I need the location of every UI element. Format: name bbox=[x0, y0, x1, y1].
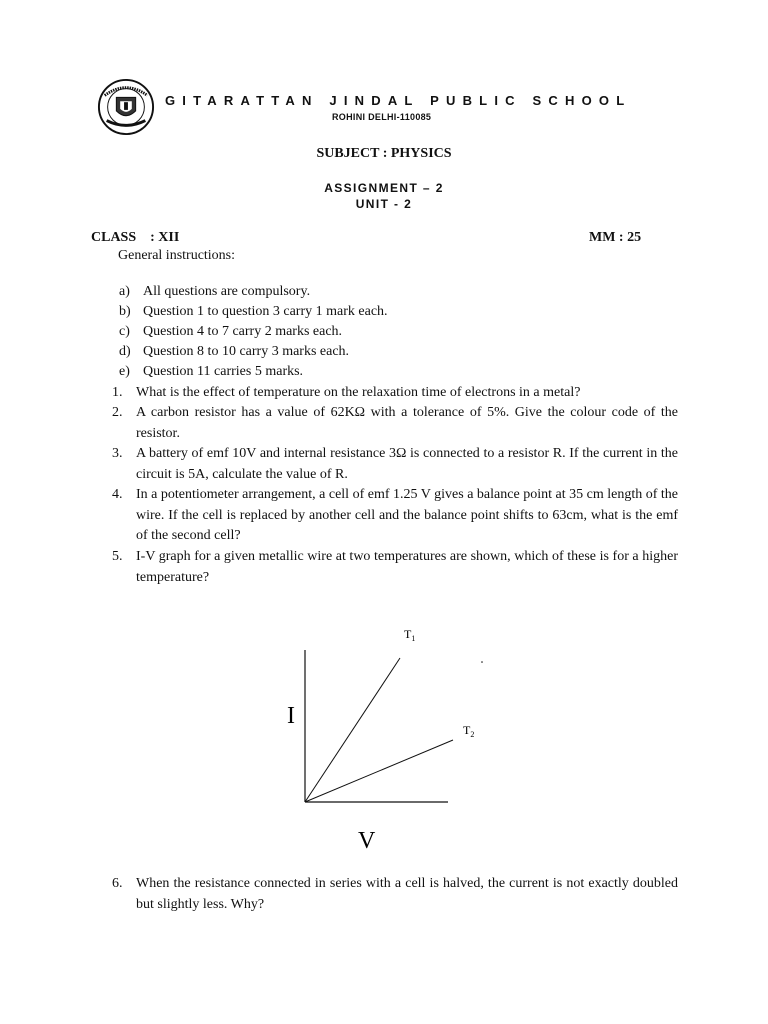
question-text: In a potentiometer arrangement, a cell of emf 1.25 V gives a balance point at 35 cm length of the wire. If the cell is replaced by another cell and the balance point shifts to 63cm, what is the emf of the second cell? bbox=[136, 487, 678, 543]
max-marks: MM : 25 bbox=[589, 230, 642, 245]
question-number: 2. bbox=[112, 405, 123, 420]
y-axis-label: I bbox=[287, 703, 295, 729]
assignment-heading bbox=[0, 180, 768, 212]
t1-subscript: 1 bbox=[411, 634, 416, 643]
instruction-item bbox=[119, 302, 388, 322]
question-text: I-V graph for a given metallic wire at two temperatures are shown, which of these is for a higher temperature? bbox=[136, 549, 678, 585]
t1-label bbox=[404, 627, 415, 643]
instruction-marker: b) bbox=[119, 304, 131, 319]
instruction-text: All questions are compulsory. bbox=[143, 284, 311, 299]
line-t2 bbox=[305, 740, 453, 802]
instructions-title: General instructions: bbox=[118, 248, 236, 263]
question-text: When the resistance connected in series with a cell is halved, the current is not exactly doubled but slightly less. Why? bbox=[136, 876, 678, 912]
question-item bbox=[112, 485, 678, 547]
question-text: A carbon resistor has a value of 62KΩ with a tolerance of 5%. Give the colour code of the resistor. bbox=[136, 405, 678, 441]
assignment-number: ASSIGNMENT – 2 bbox=[324, 181, 444, 195]
question-item bbox=[112, 547, 678, 588]
question-number: 5. bbox=[112, 549, 123, 564]
subject-title: SUBJECT : PHYSICS bbox=[316, 146, 452, 161]
question-number: 1. bbox=[112, 385, 123, 400]
instruction-text: Question 11 carries 5 marks. bbox=[143, 364, 304, 379]
question-item bbox=[112, 403, 678, 444]
question-number: 3. bbox=[112, 446, 123, 461]
t2-label bbox=[463, 723, 474, 739]
unit-number: UNIT - 2 bbox=[355, 197, 413, 211]
question-text: A battery of emf 10V and internal resistance 3Ω is connected to a resistor R. If the current in the circuit is 5A, calculate the value of R. bbox=[136, 446, 678, 482]
instructions-list bbox=[119, 282, 388, 382]
instruction-marker: d) bbox=[119, 344, 131, 359]
question-item bbox=[112, 444, 678, 485]
instruction-marker: a) bbox=[119, 284, 130, 299]
school-name: GITARATTAN JINDAL PUBLIC SCHOOL bbox=[165, 93, 632, 108]
question-number: 6. bbox=[112, 876, 123, 891]
instruction-text: Question 8 to 10 carry 3 marks each. bbox=[143, 344, 350, 359]
x-axis-label: V bbox=[358, 828, 376, 854]
t2-subscript: 2 bbox=[470, 730, 475, 739]
instruction-marker: c) bbox=[119, 324, 130, 339]
iv-graph bbox=[270, 620, 510, 860]
instruction-marker: e) bbox=[119, 364, 130, 379]
instruction-text: Question 1 to question 3 carry 1 mark each. bbox=[143, 304, 388, 319]
instruction-item bbox=[119, 362, 388, 382]
t1-letter: T bbox=[404, 627, 412, 641]
question-number: 4. bbox=[112, 487, 123, 502]
instruction-item bbox=[119, 322, 388, 342]
school-logo bbox=[97, 78, 155, 136]
question-item bbox=[112, 383, 678, 404]
instruction-item bbox=[119, 282, 388, 302]
question-text: What is the effect of temperature on the relaxation time of electrons in a metal? bbox=[136, 385, 581, 400]
stray-dot bbox=[481, 661, 483, 663]
instruction-text: Question 4 to 7 carry 2 marks each. bbox=[143, 324, 343, 339]
instruction-item bbox=[119, 342, 388, 362]
class-line: CLASS : XII bbox=[91, 230, 180, 245]
school-address: ROHINI DELHI-110085 bbox=[332, 112, 432, 122]
t2-letter: T bbox=[463, 723, 471, 737]
question-item bbox=[112, 874, 678, 915]
line-t1 bbox=[305, 658, 400, 802]
